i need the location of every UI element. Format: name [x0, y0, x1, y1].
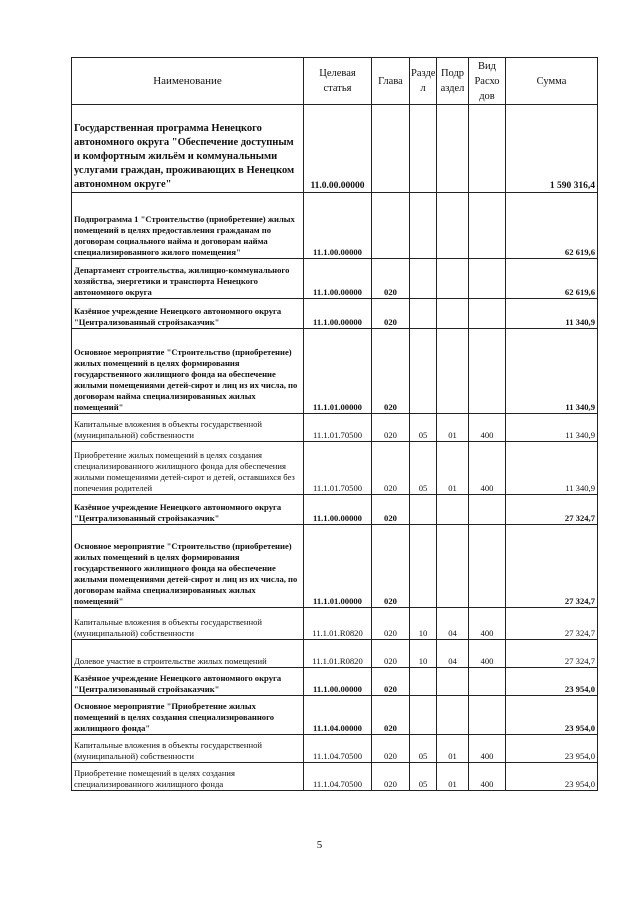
- row-chapter: 020: [372, 414, 410, 442]
- row-section: 05: [410, 735, 437, 763]
- row-expense-type: 400: [469, 414, 506, 442]
- row-amount: 27 324,7: [506, 525, 598, 608]
- row-subsection: 04: [437, 608, 469, 640]
- row-amount: 23 954,0: [506, 696, 598, 735]
- row-name: Приобретение помещений в целях создания специализированного жилищного фонда: [72, 763, 304, 791]
- row-expense-type: [469, 193, 506, 259]
- header-section: Разде л: [410, 58, 437, 105]
- row-amount: 62 619,6: [506, 259, 598, 299]
- row-expense-type: [469, 329, 506, 414]
- row-section: [410, 329, 437, 414]
- row-name: Государственная программа Ненецкого автономного округа "Обеспечение доступным и комфортным жильём и коммунальными услугами граждан, проживающих в Ненецком автономном округе": [72, 105, 304, 193]
- row-code: 11.1.00.00000: [304, 495, 372, 525]
- table-row: [72, 735, 598, 763]
- row-section: 10: [410, 608, 437, 640]
- row-code: 11.1.00.00000: [304, 299, 372, 329]
- table-row: [72, 105, 598, 193]
- header-expense-type: Вид Расхо дов: [469, 58, 506, 105]
- table-row: [72, 414, 598, 442]
- row-subsection: [437, 495, 469, 525]
- row-code: 11.1.01.70500: [304, 414, 372, 442]
- row-expense-type: [469, 525, 506, 608]
- row-expense-type: [469, 105, 506, 193]
- row-expense-type: [469, 696, 506, 735]
- row-chapter: 020: [372, 735, 410, 763]
- header-chapter: Глава: [372, 58, 410, 105]
- row-expense-type: [469, 668, 506, 696]
- row-subsection: 01: [437, 414, 469, 442]
- row-amount: 11 340,9: [506, 442, 598, 495]
- row-section: 05: [410, 414, 437, 442]
- row-name: Казённое учреждение Ненецкого автономного округа "Централизованный стройзаказчик": [72, 668, 304, 696]
- row-name: Капитальные вложения в объекты государственной (муниципальной) собственности: [72, 414, 304, 442]
- row-section: [410, 668, 437, 696]
- table-row: [72, 640, 598, 668]
- row-name: Основное мероприятие "Строительство (приобретение) жилых помещений в целях формирования государственного жилищного фонда на обеспечение жилыми помещениями детей-сирот и лиц из их числа, по договорам найма специализированных жилых помещений": [72, 525, 304, 608]
- row-section: 05: [410, 442, 437, 495]
- row-chapter: 020: [372, 608, 410, 640]
- row-amount: 27 324,7: [506, 640, 598, 668]
- row-code: 11.1.00.00000: [304, 193, 372, 259]
- row-expense-type: 400: [469, 735, 506, 763]
- row-subsection: [437, 525, 469, 608]
- row-subsection: [437, 668, 469, 696]
- header-name: Наименование: [72, 58, 304, 105]
- header-subsection: Подр аздел: [437, 58, 469, 105]
- row-code: 11.1.01.R0820: [304, 640, 372, 668]
- header-amount: Сумма: [506, 58, 598, 105]
- row-subsection: [437, 105, 469, 193]
- row-subsection: [437, 696, 469, 735]
- row-amount: 11 340,9: [506, 299, 598, 329]
- row-section: 05: [410, 763, 437, 791]
- header-code: Целевая статья: [304, 58, 372, 105]
- row-amount: 62 619,6: [506, 193, 598, 259]
- table-row: [72, 442, 598, 495]
- row-section: [410, 495, 437, 525]
- row-chapter: 020: [372, 696, 410, 735]
- row-code: 11.0.00.00000: [304, 105, 372, 193]
- row-chapter: 020: [372, 668, 410, 696]
- row-amount: 23 954,0: [506, 763, 598, 791]
- row-chapter: 020: [372, 299, 410, 329]
- row-chapter: 020: [372, 442, 410, 495]
- row-chapter: 020: [372, 640, 410, 668]
- row-section: [410, 299, 437, 329]
- table-row: [72, 525, 598, 608]
- header-row: [72, 58, 598, 105]
- table-row: [72, 668, 598, 696]
- row-amount: 23 954,0: [506, 735, 598, 763]
- row-chapter: 020: [372, 259, 410, 299]
- row-expense-type: [469, 495, 506, 525]
- row-chapter: 020: [372, 763, 410, 791]
- row-name: Подпрограмма 1 "Строительство (приобретение) жилых помещений в целях предоставления гражданам по договорам социального найма и договорам найма специализированного жилого помещения": [72, 193, 304, 259]
- row-expense-type: 400: [469, 640, 506, 668]
- row-code: 11.1.01.00000: [304, 525, 372, 608]
- row-subsection: [437, 193, 469, 259]
- row-subsection: [437, 329, 469, 414]
- table-row: [72, 608, 598, 640]
- page-number: 5: [316, 839, 323, 851]
- row-name: Казённое учреждение Ненецкого автономного округа "Централизованный стройзаказчик": [72, 495, 304, 525]
- row-subsection: 01: [437, 763, 469, 791]
- row-section: [410, 525, 437, 608]
- row-name: Департамент строительства, жилищно-коммунального хозяйства, энергетики и транспорта Ненецкого автономного округа: [72, 259, 304, 299]
- row-name: Долевое участие в строительстве жилых помещений: [72, 640, 304, 668]
- row-code: 11.1.00.00000: [304, 668, 372, 696]
- row-chapter: 020: [372, 329, 410, 414]
- row-name: Основное мероприятие "Приобретение жилых помещений в целях создания специализированного жилищного фонда": [72, 696, 304, 735]
- row-subsection: [437, 299, 469, 329]
- row-section: [410, 259, 437, 299]
- table-row: [72, 259, 598, 299]
- row-code: 11.1.00.00000: [304, 259, 372, 299]
- row-code: 11.1.01.00000: [304, 329, 372, 414]
- row-expense-type: 400: [469, 442, 506, 495]
- row-name: Казённое учреждение Ненецкого автономного округа "Централизованный стройзаказчик": [72, 299, 304, 329]
- row-code: 11.1.04.70500: [304, 735, 372, 763]
- row-subsection: 01: [437, 735, 469, 763]
- row-subsection: [437, 259, 469, 299]
- table-row: [72, 193, 598, 259]
- budget-table: [71, 57, 598, 791]
- row-section: 10: [410, 640, 437, 668]
- row-name: Приобретение жилых помещений в целях создания специализированного жилищного фонда для обеспечения жилыми помещениями детей-сирот и детей, оставшихся без попечения родителей: [72, 442, 304, 495]
- row-expense-type: [469, 259, 506, 299]
- table-row: [72, 696, 598, 735]
- row-section: [410, 105, 437, 193]
- row-chapter: [372, 193, 410, 259]
- row-amount: 11 340,9: [506, 329, 598, 414]
- table-row: [72, 495, 598, 525]
- row-expense-type: 400: [469, 608, 506, 640]
- row-code: 11.1.04.70500: [304, 763, 372, 791]
- row-subsection: 04: [437, 640, 469, 668]
- row-expense-type: [469, 299, 506, 329]
- row-section: [410, 193, 437, 259]
- row-section: [410, 696, 437, 735]
- row-amount: 11 340,9: [506, 414, 598, 442]
- row-expense-type: 400: [469, 763, 506, 791]
- row-name: Капитальные вложения в объекты государственной (муниципальной) собственности: [72, 735, 304, 763]
- row-name: Капитальные вложения в объекты государственной (муниципальной) собственности: [72, 608, 304, 640]
- row-amount: 23 954,0: [506, 668, 598, 696]
- row-chapter: 020: [372, 495, 410, 525]
- row-code: 11.1.04.00000: [304, 696, 372, 735]
- row-subsection: 01: [437, 442, 469, 495]
- row-chapter: [372, 105, 410, 193]
- row-amount: 27 324,7: [506, 608, 598, 640]
- row-code: 11.1.01.R0820: [304, 608, 372, 640]
- table-row: [72, 329, 598, 414]
- row-code: 11.1.01.70500: [304, 442, 372, 495]
- table-row: [72, 763, 598, 791]
- row-amount: 1 590 316,4: [506, 105, 598, 193]
- row-amount: 27 324,7: [506, 495, 598, 525]
- row-chapter: 020: [372, 525, 410, 608]
- table-row: [72, 299, 598, 329]
- row-name: Основное мероприятие "Строительство (приобретение) жилых помещений в целях формирования государственного жилищного фонда на обеспечение жилыми помещениями детей-сирот и лиц из их числа, по договорам найма специализированных жилых помещений": [72, 329, 304, 414]
